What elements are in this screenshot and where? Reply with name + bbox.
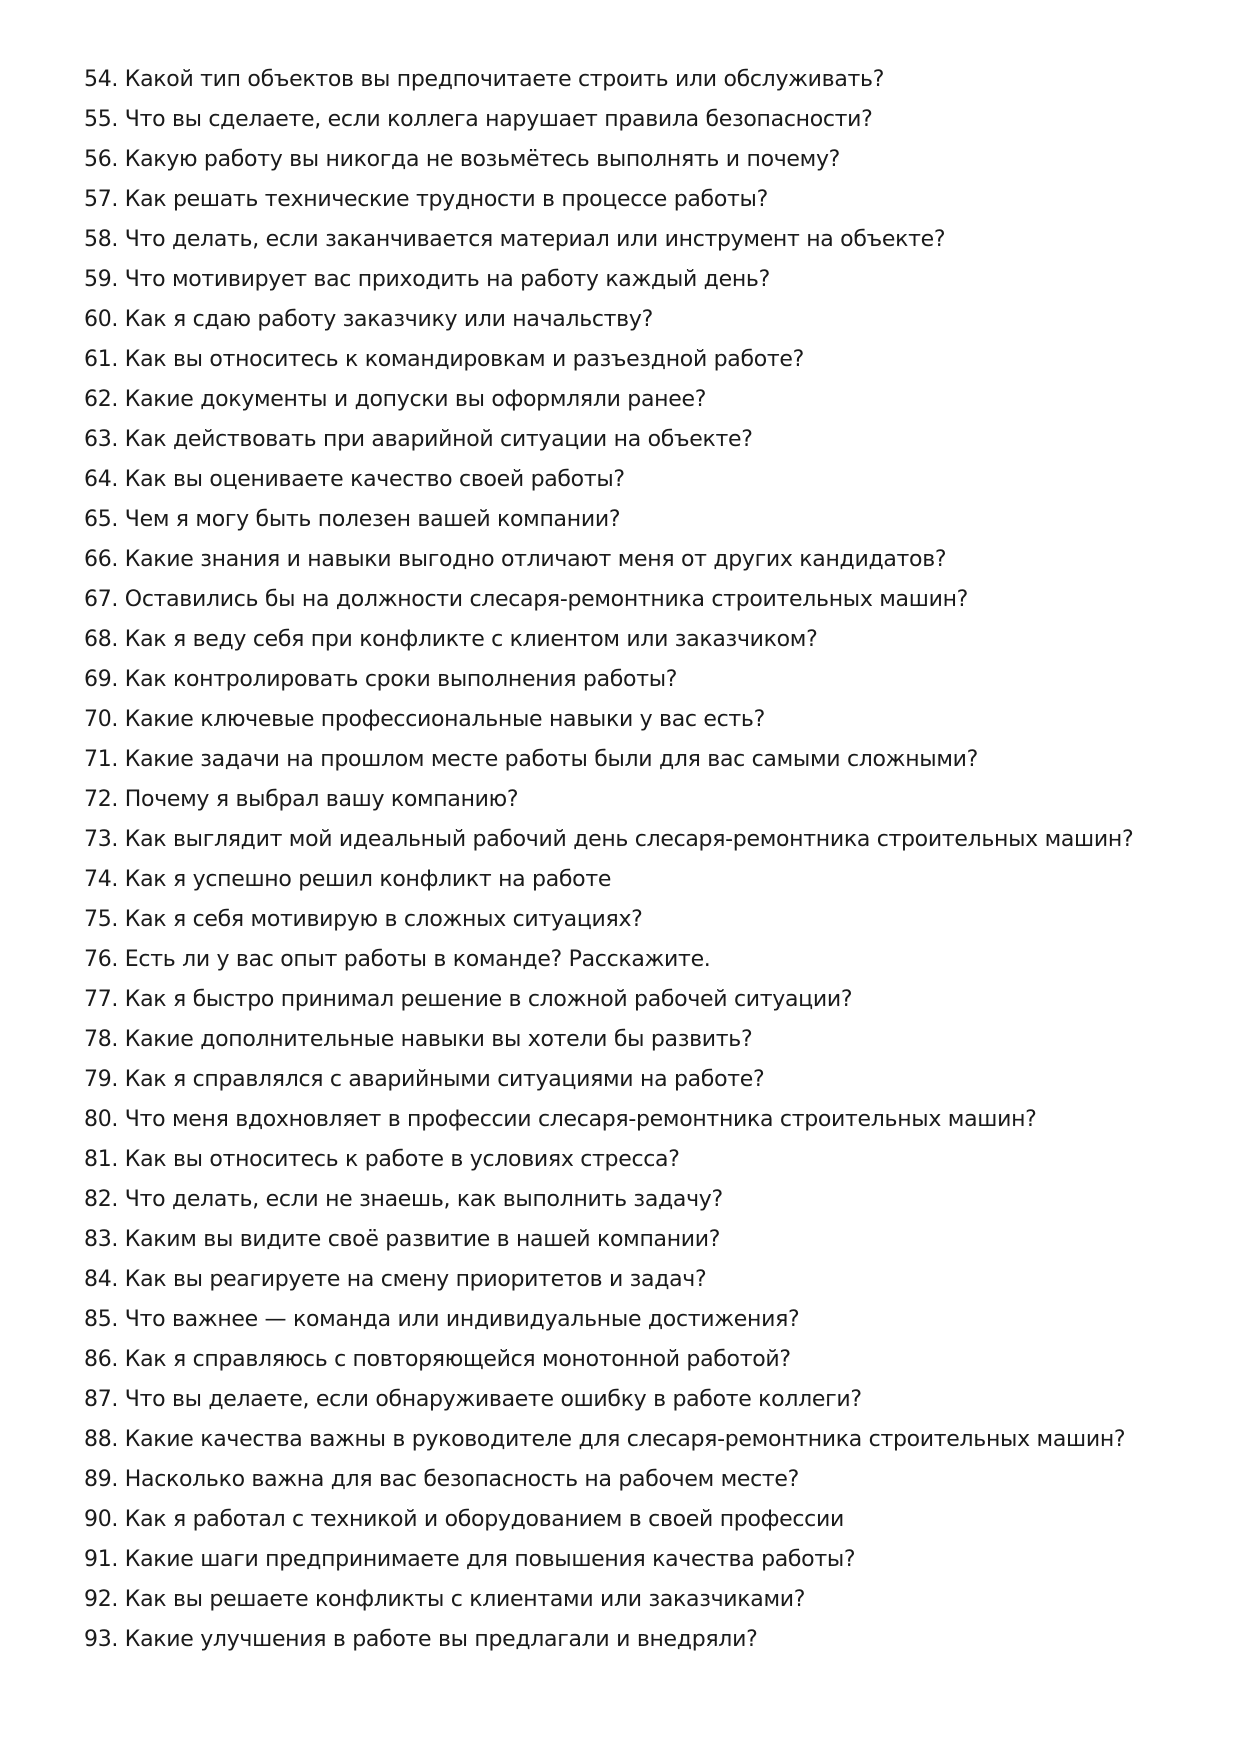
question-number: 81. [84,1147,119,1172]
question-number: 70. [84,707,119,732]
question-text: Что важнее — команда или индивидуальные достижения? [124,1307,800,1332]
question-item [84,740,1204,780]
question-number: 58. [84,227,119,252]
question-number: 87. [84,1387,119,1412]
question-number: 84. [84,1267,119,1292]
question-text: Что мотивирует вас приходить на работу каждый день? [124,267,770,292]
question-item [84,60,1204,100]
question-number: 79. [84,1067,119,1092]
question-number: 71. [84,747,119,772]
question-text: Каким вы видите своё развитие в нашей компании? [124,1227,721,1252]
question-text: Насколько важна для вас безопасность на рабочем месте? [124,1467,800,1492]
question-item [84,1020,1204,1060]
question-text: Что делать, если заканчивается материал или инструмент на объекте? [124,227,946,252]
question-item [84,940,1204,980]
question-list [84,60,1204,1660]
question-item [84,260,1204,300]
question-text: Как вы реагируете на смену приоритетов и задач? [124,1267,707,1292]
question-item [84,540,1204,580]
question-text: Что меня вдохновляет в профессии слесаря-ремонтника строительных машин? [124,1107,1037,1132]
question-text: Какие документы и допуски вы оформляли ранее? [124,387,707,412]
question-number: 76. [84,947,119,972]
question-item [84,1100,1204,1140]
question-item [84,1500,1204,1540]
question-number: 77. [84,987,119,1012]
question-number: 68. [84,627,119,652]
question-text: Как я быстро принимал решение в сложной рабочей ситуации? [124,987,853,1012]
question-text: Какие ключевые профессиональные навыки у вас есть? [124,707,765,732]
question-item [84,1580,1204,1620]
question-number: 93. [84,1627,119,1652]
question-item [84,1180,1204,1220]
question-text: Какие улучшения в работе вы предлагали и внедряли? [124,1627,758,1652]
question-number: 55. [84,107,119,132]
question-text: Какие знания и навыки выгодно отличают меня от других кандидатов? [124,547,947,572]
question-item [84,1060,1204,1100]
question-text: Какой тип объектов вы предпочитаете строить или обслуживать? [124,67,885,92]
question-text: Как выглядит мой идеальный рабочий день слесаря-ремонтника строительных машин? [124,827,1134,852]
question-number: 59. [84,267,119,292]
question-text: Какие шаги предпринимаете для повышения качества работы? [124,1547,856,1572]
question-number: 60. [84,307,119,332]
question-number: 62. [84,387,119,412]
question-number: 64. [84,467,119,492]
question-item [84,660,1204,700]
question-text: Какую работу вы никогда не возьмётесь выполнять и почему? [124,147,841,172]
question-text: Как вы относитесь к командировкам и разъездной работе? [124,347,805,372]
question-number: 65. [84,507,119,532]
question-text: Как я справляюсь с повторяющейся монотонной работой? [124,1347,791,1372]
question-number: 82. [84,1187,119,1212]
question-item [84,100,1204,140]
question-number: 73. [84,827,119,852]
question-text: Как вы оцениваете качество своей работы? [124,467,625,492]
question-item [84,1540,1204,1580]
question-item [84,860,1204,900]
question-number: 72. [84,787,119,812]
question-text: Что вы делаете, если обнаруживаете ошибку в работе коллеги? [124,1387,862,1412]
question-text: Как я справлялся с аварийными ситуациями на работе? [124,1067,765,1092]
question-item [84,820,1204,860]
question-item [84,460,1204,500]
question-item [84,300,1204,340]
question-item [84,620,1204,660]
question-item [84,1300,1204,1340]
question-text: Есть ли у вас опыт работы в команде? Расскажите. [124,947,711,972]
question-number: 89. [84,1467,119,1492]
question-item [84,900,1204,940]
question-item [84,420,1204,460]
question-item [84,340,1204,380]
question-text: Как вы относитесь к работе в условиях стресса? [124,1147,680,1172]
question-item [84,1140,1204,1180]
question-item [84,1420,1204,1460]
question-number: 75. [84,907,119,932]
question-text: Как я работал с техникой и оборудованием в своей профессии [124,1507,844,1532]
question-number: 61. [84,347,119,372]
question-number: 63. [84,427,119,452]
question-text: Как решать технические трудности в процессе работы? [124,187,768,212]
question-text: Как я успешно решил конфликт на работе [124,867,612,892]
question-item [84,140,1204,180]
question-number: 85. [84,1307,119,1332]
question-item [84,1340,1204,1380]
question-number: 54. [84,67,119,92]
question-item [84,580,1204,620]
question-text: Как я веду себя при конфликте с клиентом или заказчиком? [124,627,818,652]
question-item [84,1460,1204,1500]
question-number: 91. [84,1547,119,1572]
question-number: 80. [84,1107,119,1132]
question-number: 66. [84,547,119,572]
question-text: Как я сдаю работу заказчику или начальству? [124,307,653,332]
question-text: Почему я выбрал вашу компанию? [124,787,519,812]
question-item [84,180,1204,220]
question-number: 78. [84,1027,119,1052]
question-text: Что вы сделаете, если коллега нарушает правила безопасности? [124,107,873,132]
question-text: Что делать, если не знаешь, как выполнить задачу? [124,1187,723,1212]
question-text: Какие задачи на прошлом месте работы были для вас самыми сложными? [124,747,979,772]
question-number: 69. [84,667,119,692]
question-item [84,380,1204,420]
question-item [84,1220,1204,1260]
question-text: Чем я могу быть полезен вашей компании? [124,507,621,532]
question-text: Какие качества важны в руководителе для слесаря-ремонтника строительных машин? [124,1427,1126,1452]
question-item [84,500,1204,540]
question-number: 56. [84,147,119,172]
question-text: Как я себя мотивирую в сложных ситуациях? [124,907,643,932]
question-number: 57. [84,187,119,212]
question-item [84,220,1204,260]
question-item [84,1620,1204,1660]
question-number: 67. [84,587,119,612]
question-item [84,700,1204,740]
question-text: Как вы решаете конфликты с клиентами или заказчиками? [124,1587,806,1612]
question-number: 83. [84,1227,119,1252]
question-item [84,780,1204,820]
question-number: 90. [84,1507,119,1532]
question-number: 74. [84,867,119,892]
question-text: Какие дополнительные навыки вы хотели бы развить? [124,1027,753,1052]
question-text: Оставились бы на должности слесаря-ремонтника строительных машин? [124,587,969,612]
question-number: 92. [84,1587,119,1612]
question-item [84,1380,1204,1420]
question-item [84,1260,1204,1300]
question-text: Как контролировать сроки выполнения работы? [124,667,678,692]
question-item [84,980,1204,1020]
question-number: 88. [84,1427,119,1452]
question-number: 86. [84,1347,119,1372]
question-text: Как действовать при аварийной ситуации на объекте? [124,427,753,452]
